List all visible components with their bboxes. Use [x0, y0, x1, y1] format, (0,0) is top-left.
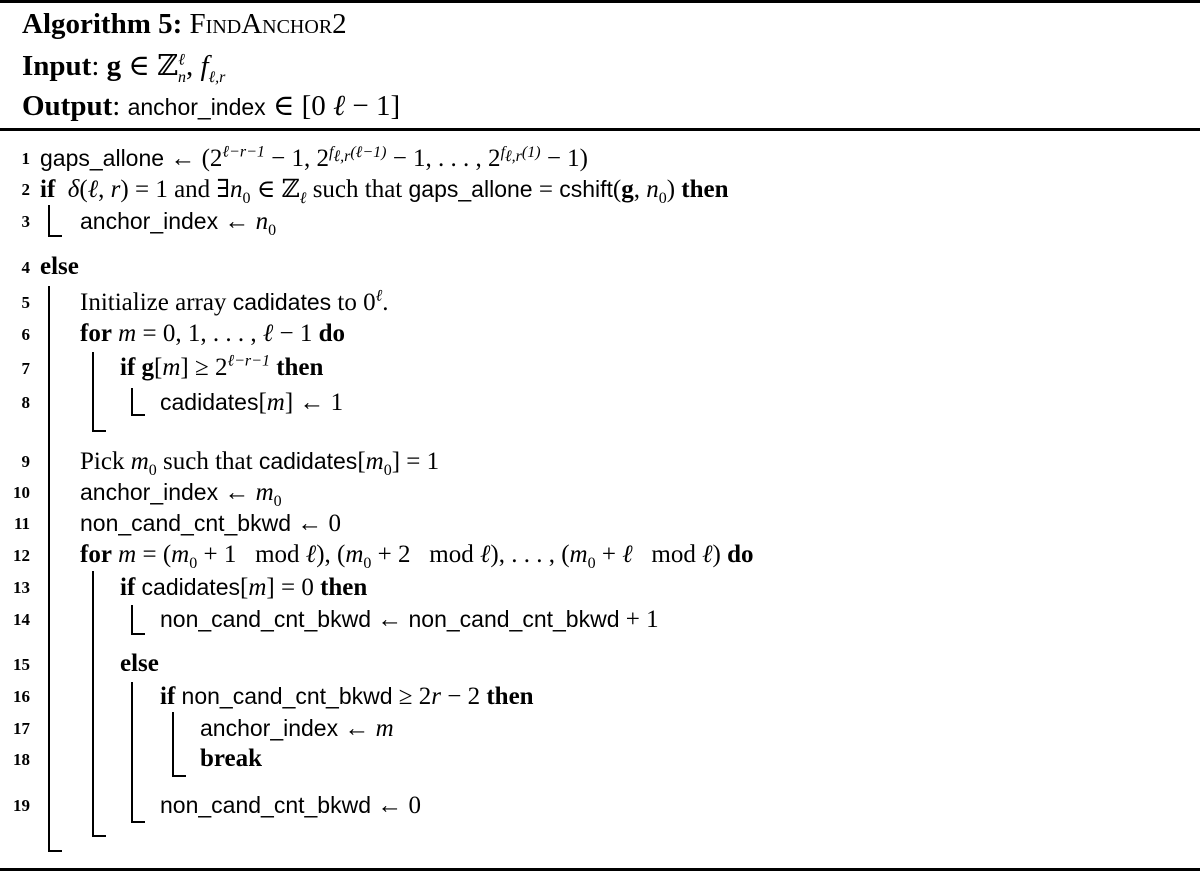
line-12: 12 for $m = (m_0 + 1$ mod ℓ), ($m_0 + 2$ mod ℓ), . . . , ($m_0$ + ℓ mod ℓ) do: [0, 539, 1200, 571]
line-1: 1 gaps_allone ← ($2^{\ell-r-1} - 1$, $2^{f_{\ell,r}(\ell-1)} - 1$, . . . , $2^{f_{\ell,r}(1)} - 1$): [0, 142, 1200, 174]
line-number: 7: [21, 359, 30, 378]
line-11: 11 non_cand_cnt_bkwd ← 0: [0, 507, 1200, 539]
line-number: 5: [21, 293, 30, 312]
line-number: 13: [13, 578, 30, 597]
input-label: Input: [22, 50, 92, 82]
line-18: 18 break: [0, 743, 1200, 775]
line-number: 18: [13, 750, 30, 769]
line-3: 3 anchor_index ← $n_0$: [0, 205, 1200, 237]
block-end: [92, 835, 106, 837]
line-number: 9: [21, 452, 30, 471]
line-14: 14 non_cand_cnt_bkwd ← non_cand_cnt_bkwd + 1: [0, 603, 1200, 635]
line-number: 17: [13, 719, 30, 738]
line-number: 16: [13, 687, 30, 706]
line-5: 5 Initialize array cadidates to $0^\ell$.: [0, 286, 1200, 318]
line-2: 2 if δ(ℓ, r) = 1 and $\exists n_0$ ∈ ℤ$_\ell$ such that gaps_allone = cshift(g, $n_0$) then: [0, 173, 1200, 205]
algorithm-name: FindAnchor2: [189, 8, 347, 40]
block-bar: [92, 352, 94, 432]
output-var: anchor_index: [127, 94, 266, 120]
bottom-rule: [0, 868, 1200, 871]
line-17: 17 anchor_index ← m: [0, 712, 1200, 744]
line-number: 10: [13, 483, 30, 502]
block-bar: [48, 205, 50, 237]
line-number: 12: [13, 546, 30, 565]
line-number: 1: [21, 149, 30, 168]
line-16: 16 if non_cand_cnt_bkwd ≥ 2r − 2 then: [0, 680, 1200, 712]
algorithm-output: Output: anchor_index ∈ [0 ℓ − 1]: [22, 90, 401, 122]
block-bar: [92, 571, 94, 837]
block-end: [131, 414, 145, 416]
line-number: 14: [13, 610, 30, 629]
block-end: [131, 633, 145, 635]
block-bar: [48, 286, 50, 852]
block-end: [131, 821, 145, 823]
block-bar: [131, 682, 133, 823]
line-number: 11: [13, 514, 30, 533]
block-end: [48, 850, 62, 852]
line-15: 15 else: [0, 648, 1200, 680]
header-rule: [0, 128, 1200, 131]
line-19: 19 non_cand_cnt_bkwd ← 0: [0, 789, 1200, 821]
line-number: 6: [21, 325, 30, 344]
line-number: 3: [21, 212, 30, 231]
line-6: 6 for m = 0, 1, . . . , ℓ − 1 do: [0, 318, 1200, 350]
block-bar: [131, 605, 133, 635]
line-number: 19: [13, 796, 30, 815]
line-number: 15: [13, 655, 30, 674]
line-number: 8: [21, 393, 30, 412]
line-8: 8 cadidates[m] ← 1: [0, 386, 1200, 418]
output-label: Output: [22, 90, 113, 122]
line-7: 7 if $g[m] \ge 2^{\ell-r-1}$ then: [0, 352, 1200, 384]
algorithm-input: Input: g ∈ ℤ$^\ell_n$, $f_{\ell,r}$: [22, 50, 226, 86]
line-10: 10 anchor_index ← $m_0$: [0, 476, 1200, 508]
block-end: [92, 430, 106, 432]
line-number: 2: [21, 180, 30, 199]
line-9: 9 Pick $m_0$ such that $cadidates[m_0] = 1$: [0, 445, 1200, 477]
block-end: [48, 235, 62, 237]
block-bar: [131, 388, 133, 416]
line-13: 13 if cadidates[m] = 0 then: [0, 571, 1200, 603]
top-rule: [0, 0, 1200, 3]
algorithm-title: [22, 8, 347, 41]
algorithm-label: Algorithm 5:: [22, 8, 183, 40]
block-bar: [172, 712, 174, 777]
line-number: 4: [21, 258, 30, 277]
line-4: 4 else: [0, 251, 1200, 283]
block-end: [172, 775, 186, 777]
